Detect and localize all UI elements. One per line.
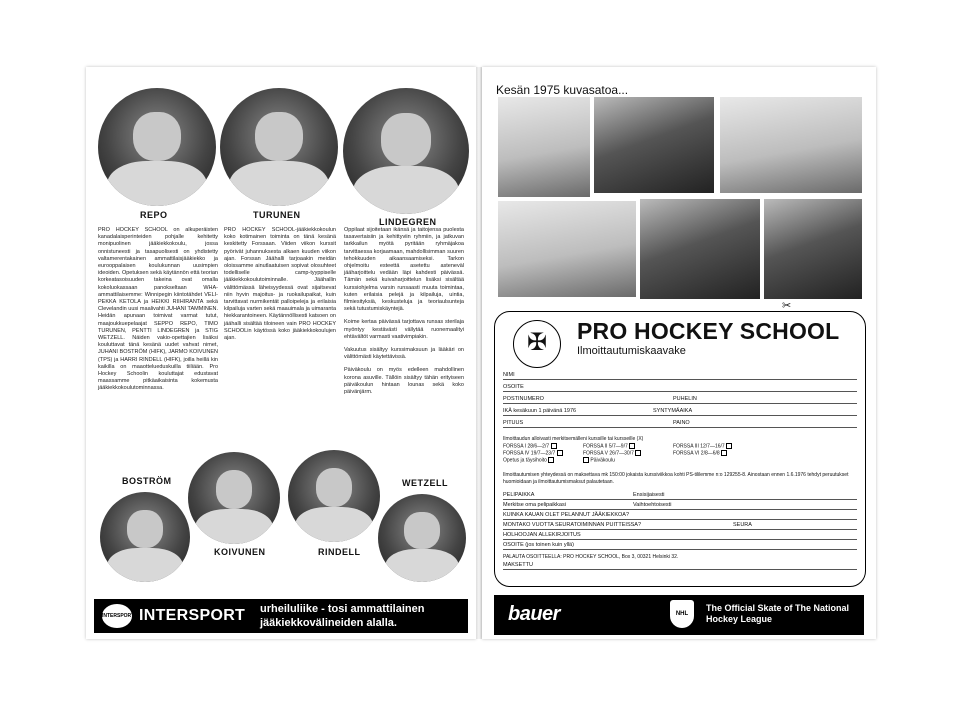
portrait-lindegren (343, 88, 469, 214)
form-title: PRO HOCKEY SCHOOL (577, 318, 840, 344)
portrait-bostrom (100, 492, 190, 582)
name-repo: REPO (140, 210, 168, 220)
official-skate-text: The Official Skate of The National Hockey League (706, 603, 850, 624)
text-column-1: PRO HOCKEY SCHOOL on alkuperäisten kanadalaisperinteiden pohjalle kehitetty monipuolinen jääkiekkokoulu, jossa onnistuneesti ja tasapuolisesti on yhdistetty valtamerentakainen ammattilaisjääkiekko ja eurooppalaisen koulukunnan uusimpien ideoiden. Opetuksen sekä käytännön että teorian korkeatasoisuuden takeina ovat omalla kokoluokassaan panokseltaan WHA-ammattilaisemme: Winnipegin kiintotähdet VELI-PEKKA KETOLA ja HEIKKI RIIHIRANTA sekä Clevelandin uusi maalivahti JUHANI TAMMINEN. Heidän apunaan toimivat varmat tutut, maajoukkuepelaajat SEPPO REPO, TIMO TURUNEN, PENTTI LINDEGREN ja STIG WETZELL. Näiden vakio-opettajien lisäksi kouluttavat tänä kesänä uudet vahvat nimet, JUHANI BOSTRÖM (HIFK), JARMO KOIVUNEN (TPS) ja HARRI RINDELL (HIFK), joilla heillä kin kaikilla on maaottelueduskuilla tiiliään. Pro Hockey Schoolin kouluttajat edustavat maassamme pitkäaikaisinta kokemusta jääkiekkokoulutominnassa. (98, 227, 218, 392)
course-5[interactable]: FORSSA V 26/7—30/7 (583, 450, 641, 457)
name-wetzell: WETZELL (402, 478, 448, 488)
scissors-icon: ✂ (782, 300, 792, 312)
nhl-shield-icon: NHL (670, 600, 694, 628)
course-3[interactable]: FORSSA III 12/7—16/7 (673, 443, 732, 450)
field-name[interactable]: NIMI (503, 370, 857, 380)
return-address: PALAUTA OSOITTEELLA: PRO HOCKEY SCHOOL, Box 3, 00321 Helsinki 32. (503, 554, 679, 560)
field-height-weight[interactable]: PITUUS PAINO (503, 418, 857, 428)
bauer-logo: bauer (508, 603, 560, 625)
portrait-turunen (220, 88, 338, 206)
name-koivunen: KOIVUNEN (214, 547, 266, 557)
portrait-wetzell (378, 494, 466, 582)
photo-3 (720, 97, 862, 193)
field-years-played[interactable]: KUINKA KAUAN OLET PELANNUT JÄÄKIEKKOA? (503, 510, 857, 520)
right-page (482, 67, 876, 639)
field-postcode-phone[interactable]: POSTINUMERO PUHELIN (503, 394, 857, 404)
course-4[interactable]: FORSSA IV 19/7—23/7 (503, 450, 563, 457)
course-1[interactable]: FORSSA I 28/6—2/7 (503, 443, 557, 450)
portrait-repo (98, 88, 216, 206)
left-page (86, 67, 476, 639)
field-club-years[interactable]: MONTAKO VUOTTA SEURATOIMINNAN PUITTEISSA? SEURA (503, 520, 857, 530)
text-column-2: PRO HOCKEY SCHOOL-jääkiekkokoulun koko kotimainen toiminta on tänä kesänä keskitetty Forssaan. Viiden viikon kurssit pyörivät juhannuksesta alkaen kuuden viikon ajan. Forssan Jäähalli tarjoaakin meidän oloissamme ainutlaatuisen sopivat olosuhteet todelliselle camp-tyyppiselle jääkiekkokoulutoiminnalle. Jäähallin välittömässä läheisyydessä ovat sijaitsevat niin hyvin majoitus- ja ruokailupaikat, kuin tarvittavat nurmikentät palloipeleja ja erilaisia kilpailuja varten sekä maauimala ja uimaranta hiekkarantoineen. Käytännöllisesti katsoen on jäähalli sisältää tiloineen vain PRO HOCKEY SCHOOLin käytössä koko jääkiekkokoulujen ajan. (224, 227, 336, 342)
field-guardian-signature[interactable]: HOLHOOJAN ALLEKIRJOITUS (503, 530, 857, 540)
intersport-logo: INTERSPORT (102, 604, 132, 628)
payment-note: Ilmoittautumisen yhteydessä on maksettava mk 150:00 jokaista kurssiviikkoa kohti PS-tililemme n:o 129255-8. Ainostaan ennen 1.6.1976 tehdyt peruutukset huomioidaan ja ilmoittautumismaksut palautetaan. (503, 472, 849, 485)
school-emblem-icon: ✠ (513, 320, 561, 368)
course-intro: Ilmoittaudun alloivasti merkitsemälleni kurssille tai kursseille (X) (503, 436, 644, 442)
form-subtitle: Ilmoittautumiskaavake (577, 345, 686, 357)
photo-4 (498, 201, 636, 297)
field-age-birthdate[interactable]: IKÄ kesäkuun 1 päivänä 1976 SYNTYMÄAIKA (503, 406, 857, 416)
photos-heading: Kesän 1975 kuvasatoa... (496, 83, 629, 97)
name-lindegren: LINDEGREN (379, 217, 437, 227)
name-bostrom: BOSTRÖM (122, 476, 172, 486)
field-address[interactable]: OSOITE (503, 382, 857, 392)
field-own-position[interactable]: Merkitse oma pelipaikkasi Vaihtoehtoisesti (503, 500, 857, 510)
option-full-board[interactable]: Opetus ja täysihoito (503, 457, 554, 464)
registration-form (494, 311, 866, 587)
course-6[interactable]: FORSSA VI 2/8—6/8 (673, 450, 727, 457)
field-position[interactable]: PELIPAIKKA Ensisijaisesti (503, 490, 857, 500)
option-day-school[interactable]: Päiväkoulu (583, 457, 615, 464)
photo-6 (764, 199, 862, 299)
photo-2 (594, 97, 714, 193)
name-turunen: TURUNEN (253, 210, 301, 220)
field-paid[interactable]: MAKSETTU (503, 560, 857, 570)
intersport-wordmark: INTERSPORT (139, 607, 246, 624)
photo-5 (640, 199, 760, 299)
text-column-3: Oppilaat sijoitetaan ikänsä ja taitojensa puolesta tasavertaisiin ja kehittyviin ryhmiin, ja jatkuvan tarkkailun myötä pyritään ryhmäjakoa tarvittaessa korjaamaan, mahdollisimman suuren tehokkuuden aikaansaamiseksi. Tarkon ohjelmoitu esteettä asetettu asteneväl jääharjoittelu vedään läpi kahdesti päivässä. Tämän sekä kuivaharjoittelun lisäksi sisältää kurssiohjelma varsin runsaasti muuta toimintaa, kuten erilaisia pelejä ja kilpailuja, uintia, filmiesityksiä, keskusteluja ja teoriaulsunteja sekä tutustumiskäyntejä. Koime kertaa päivässä tarjottava runsas sterilaja myöntyy kestävästi vällytää ruonemaalityi ehtävältöt varmasti vaativimpiakin. Vakuutus sisältyy kurssimaksuun ja lääkäri on välittömästi käytettävissä. Päiväkoulu on myös edelleen mahdollinen korona asuville. Tällöin sisältyy tähän erityiseen päiväkoulun hintaan lounas sekä koko päivänjärm. (344, 227, 464, 396)
photo-1 (498, 97, 590, 197)
bauer-banner (494, 595, 864, 635)
portrait-rindell (288, 450, 380, 542)
portrait-koivunen (188, 452, 280, 544)
field-alt-address[interactable]: OSOITE (jos toinen kuin yllä) (503, 540, 857, 550)
intersport-banner (94, 599, 468, 633)
name-rindell: RINDELL (318, 547, 361, 557)
intersport-tagline: urheiluliike - tosi ammattilainen jääkiekkovälineiden alalla. (260, 603, 425, 629)
course-2[interactable]: FORSSA II 5/7—9/7 (583, 443, 635, 450)
